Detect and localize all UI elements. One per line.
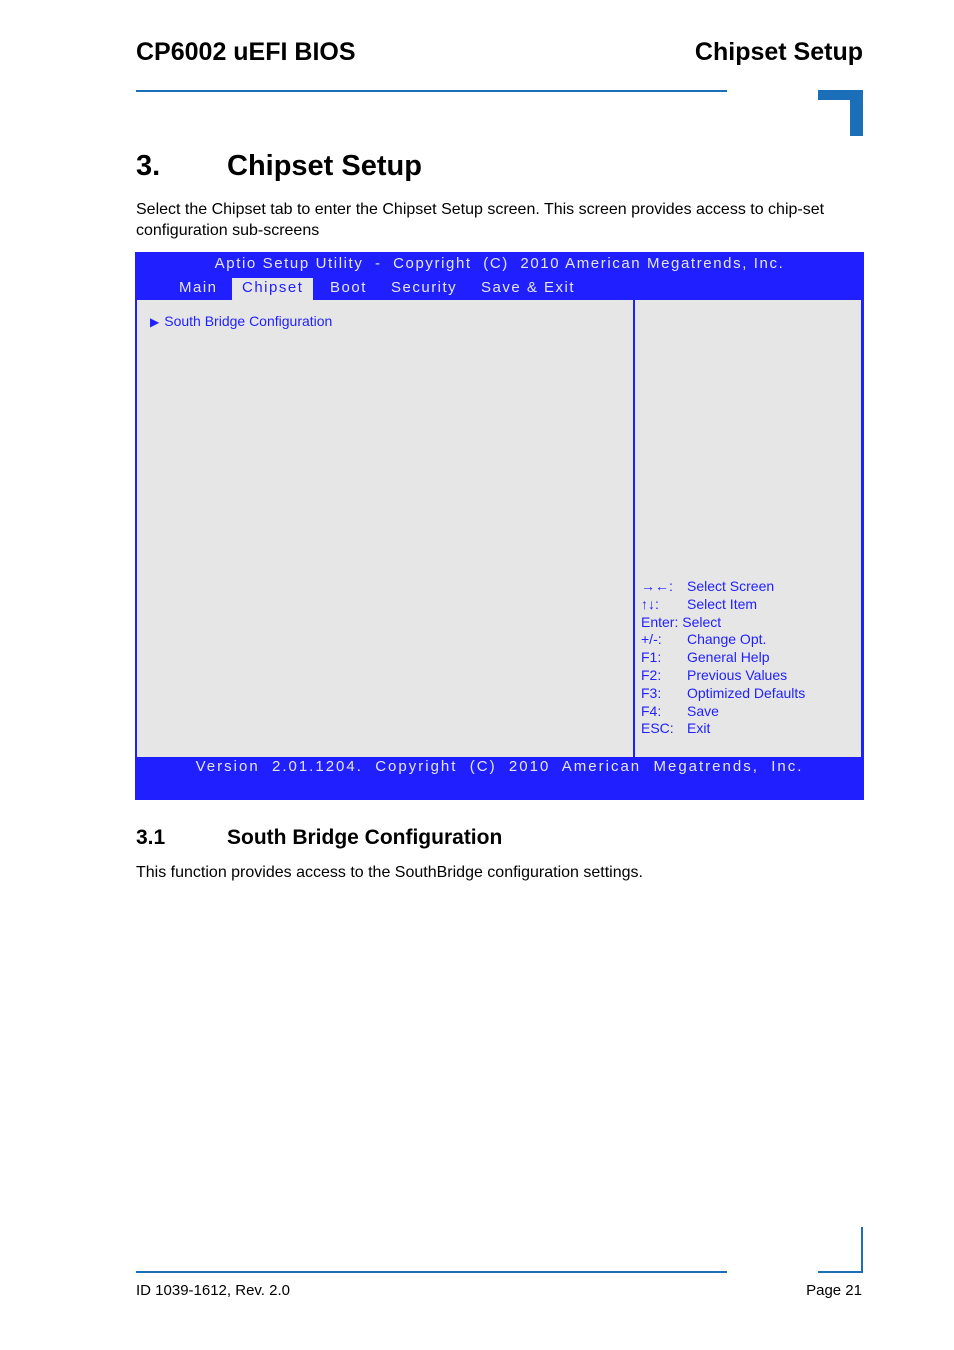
- tab-security[interactable]: Security: [391, 279, 458, 296]
- header-rule: [136, 90, 727, 92]
- help-row: F3: Optimized Defaults: [641, 684, 806, 701]
- help-row: →←: Select Screen: [641, 578, 775, 594]
- footer-rule: [136, 1271, 727, 1273]
- footer-corner-mark: [818, 1271, 863, 1273]
- section-number: 3.: [136, 150, 161, 182]
- help-row: ESC: Exit: [641, 720, 711, 737]
- subsection-title: South Bridge Configuration: [227, 826, 503, 849]
- help-row: F1: General Help: [641, 649, 770, 666]
- document-title: CP6002 uEFI BIOS: [136, 38, 356, 66]
- help-row: F2: Previous Values: [641, 666, 788, 683]
- menu-item-label: South Bridge Configuration: [164, 313, 333, 329]
- tab-save-exit[interactable]: Save & Exit: [481, 279, 576, 296]
- help-row: Enter: Select: [641, 613, 722, 630]
- footer-corner-mark-vertical: [861, 1227, 863, 1273]
- chapter-title: Chipset Setup: [694, 38, 863, 66]
- document-id: ID 1039-1612, Rev. 2.0: [136, 1282, 290, 1299]
- bios-title-bar: Aptio Setup Utility - Copyright (C) 2010 American Megatrends, Inc.: [214, 255, 785, 272]
- page-number: Page 21: [806, 1282, 862, 1299]
- key-help-list: [641, 578, 805, 738]
- bios-version-bar: Version 2.01.1204. Copyright (C) 2010 American Megatrends, Inc.: [195, 758, 804, 775]
- tab-boot[interactable]: Boot: [330, 279, 367, 296]
- menu-item-south-bridge-configuration[interactable]: [150, 313, 332, 329]
- help-row: +/-: Change Opt.: [641, 631, 767, 648]
- header-corner-mark-vertical: [850, 90, 863, 136]
- tab-chipset[interactable]: Chipset: [232, 278, 313, 300]
- section-intro: Select the Chipset tab to enter the Chipset Setup screen. This screen provides access to chip-set configuration sub-screens: [136, 201, 825, 239]
- bios-menu-pane: [137, 300, 633, 757]
- subsection-text: This function provides access to the SouthBridge configuration settings.: [136, 864, 643, 881]
- subsection-number: 3.1: [136, 826, 166, 849]
- section-title: Chipset Setup: [227, 150, 422, 182]
- tab-main[interactable]: Main: [179, 279, 218, 296]
- triangle-right-icon: ▶: [150, 315, 160, 329]
- help-row: ↑↓: Select Item: [641, 595, 758, 612]
- help-row: F4: Save: [641, 702, 719, 719]
